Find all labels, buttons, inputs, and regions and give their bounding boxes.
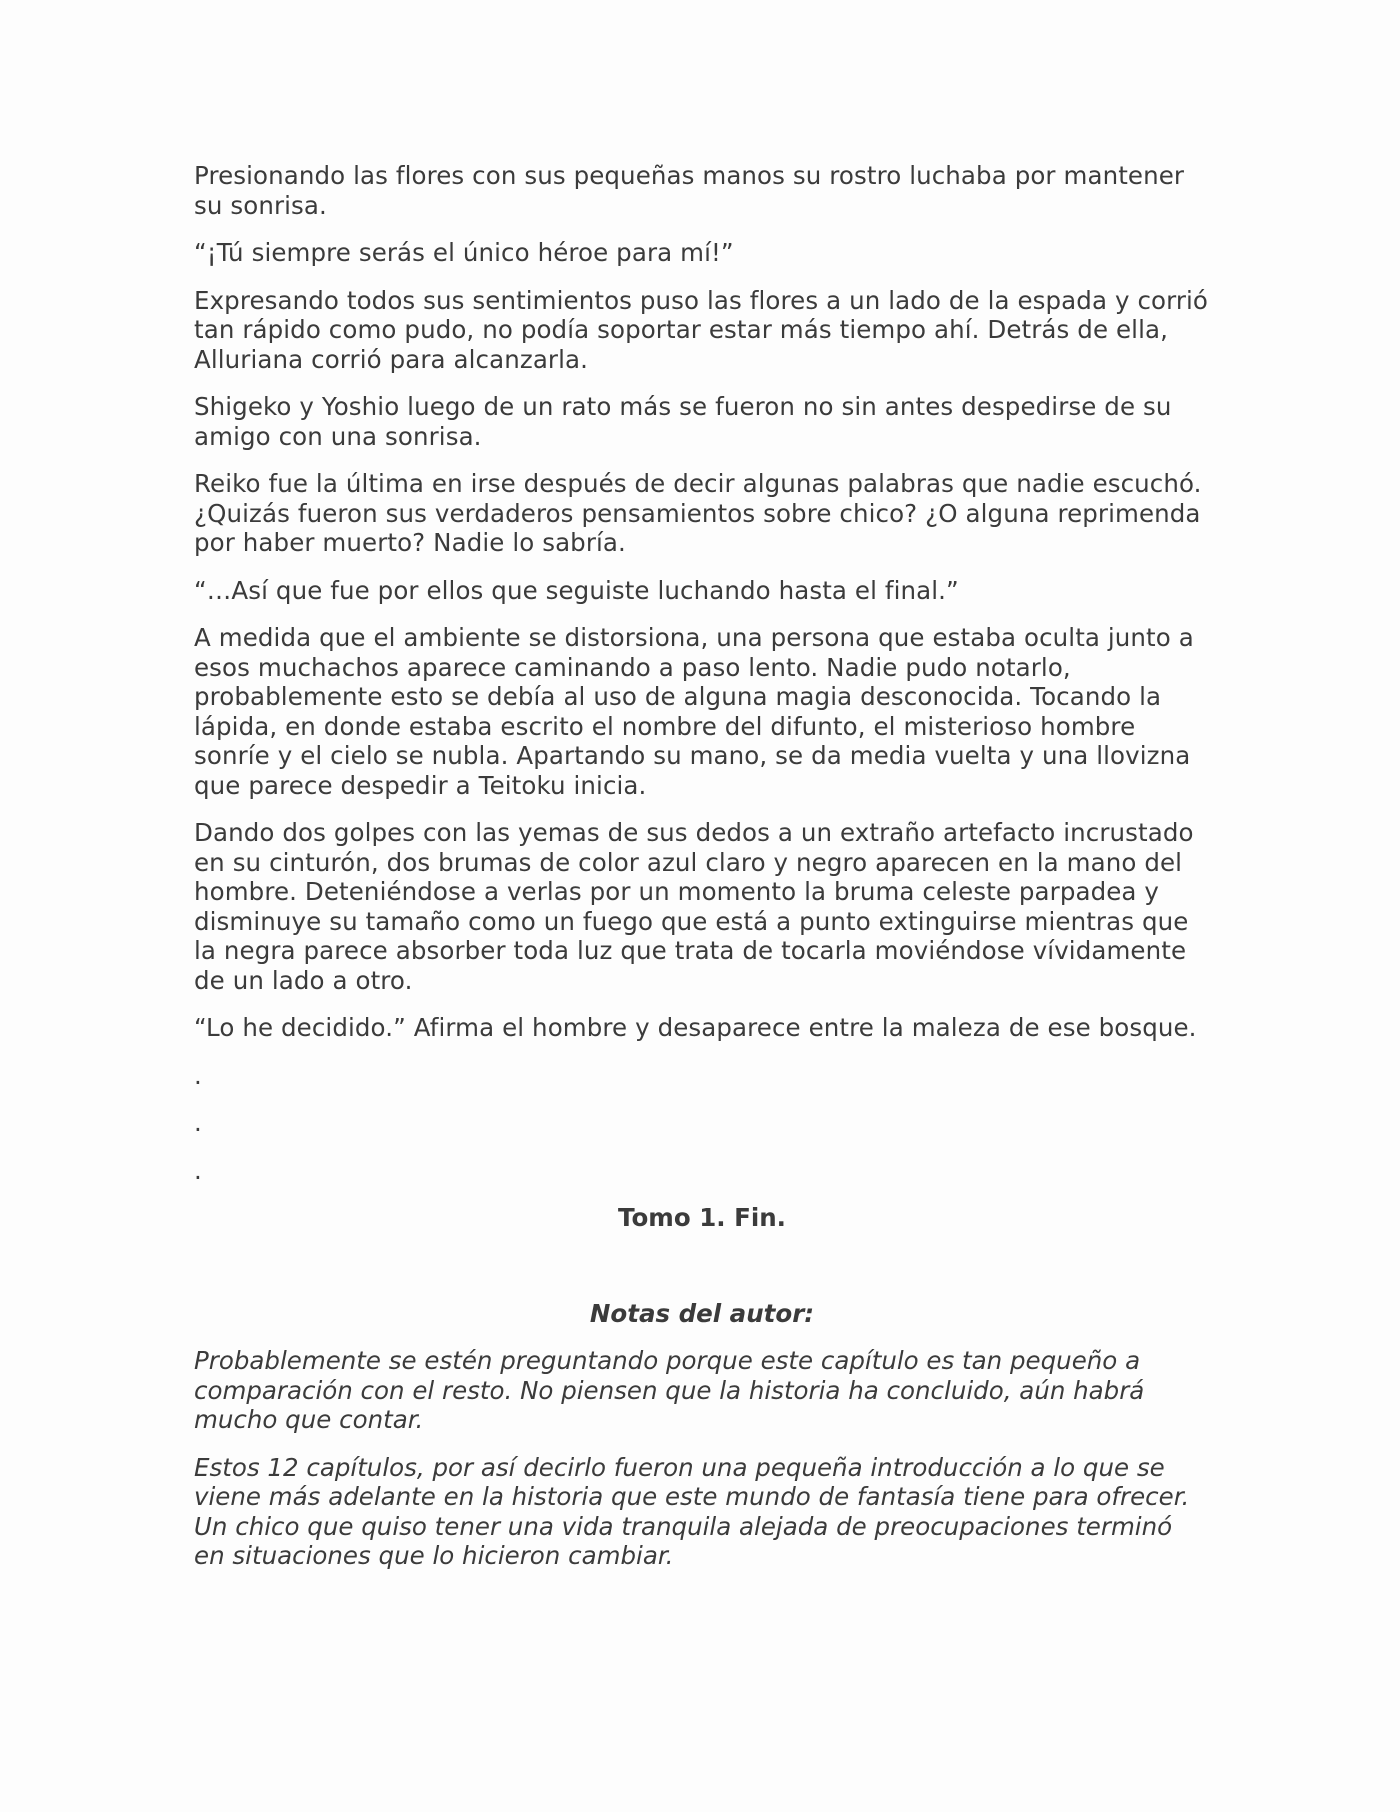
notes-paragraph: Probablemente se estén preguntando porque este capítulo es tan pequeño a comparación con el resto. No piensen que la historia ha concluido, aún habrá mucho que contar. bbox=[194, 1346, 1145, 1434]
document-page bbox=[194, 161, 1210, 1589]
paragraph: Dando dos golpes con las yemas de sus dedos a un extraño artefacto incrustado en su cinturón, dos brumas de color azul claro y negro aparecen en la mano del hombre. Deteniéndose a verlas por un momento la bruma celeste parpadea y disminuye su tamaño como un fuego que está a punto extinguirse mientras que la negra parece absorber toda luz que trata de tocarla moviéndose vívidamente de un lado a otro. bbox=[194, 818, 1194, 995]
dialogue-paragraph: “…Así que fue por ellos que seguiste luchando hasta el final.” bbox=[194, 575, 959, 605]
notes-heading: Notas del autor: bbox=[589, 1298, 815, 1328]
separator-dot: . bbox=[194, 1060, 202, 1090]
separator-dot: . bbox=[194, 1108, 202, 1137]
paragraph: Presionando las flores con sus pequeñas manos su rostro luchaba por mantener su sonrisa. bbox=[194, 161, 1185, 220]
paragraph: Shigeko y Yoshio luego de un rato más se fueron no sin antes despedirse de su amigo con una sonrisa. bbox=[194, 392, 1172, 451]
author-notes bbox=[194, 1299, 1210, 1571]
paragraph: A medida que el ambiente se distorsiona, una persona que estaba oculta junto a esos muchachos aparece caminando a paso lento. Nadie pudo notarlo, probablemente esto se debía al uso de alguna magia desconocida. Tocando la lápida, en donde estaba escrito el nombre del difunto, el misterioso hombre sonríe y el cielo se nubla. Apartando su mano, se da media vuelta y una llovizna que parece despedir a Teitoku inicia. bbox=[194, 623, 1194, 800]
end-heading: Tomo 1. Fin. bbox=[618, 1203, 786, 1232]
dialogue-paragraph: “¡Tú siempre serás el único héroe para mí!” bbox=[194, 238, 734, 267]
separator-dot: . bbox=[194, 1155, 202, 1185]
notes-paragraph: Estos 12 capítulos, por así decirlo fueron una pequeña introducción a lo que se viene más adelante en la historia que este mundo de fantasía tiene para ofrecer. Un chico que quiso tener una vida tranquila alejada de preocupaciones terminó en situaciones que lo hicieron cambiar. bbox=[194, 1452, 1190, 1570]
paragraph: “Lo he decidido.” Afirma el hombre y desaparece entre la maleza de ese bosque. bbox=[194, 1013, 1197, 1042]
paragraph: Reiko fue la última en irse después de decir algunas palabras que nadie escuchó. ¿Quizás fueron sus verdaderos pensamientos sobre chico? ¿O alguna reprimenda por haber muerto? Nadie lo sabría. bbox=[194, 469, 1202, 557]
paragraph: Expresando todos sus sentimientos puso las flores a un lado de la espada y corrió tan rápido como pudo, no podía soportar estar más tiempo ahí. Detrás de ella, Alluriana corrió para alcanzarla. bbox=[194, 285, 1209, 374]
